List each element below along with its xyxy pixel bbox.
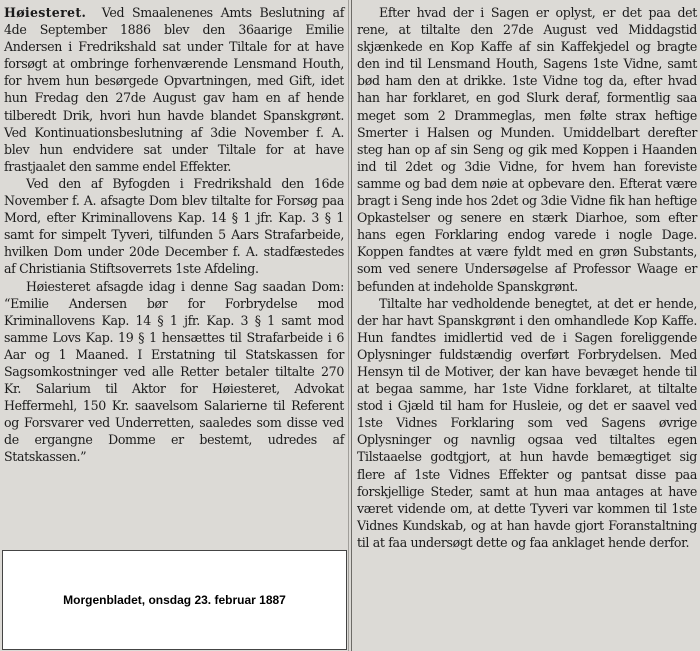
left-paragraph-1-body: Ved Smaalenenes Amts Beslutning af 4de September 1886 blev den 36aarige Emilie Andersen i Fredrikshald sat under Tiltale for at have forsøgt at ombringe forhenværende Lensmand Houth, for hvem hun besørgede Opvartningen, med Gift, idet hun Fredag den 27de August gav ham en af hende tilberedt Drik, hvori hun havde blandet Spanskgrønt. Ved Kontinuationsbeslutning af 3die November f. A. blev hun endvidere sat under Tiltale for at have frastjaalet den samme endel Effekter. bbox=[4, 5, 344, 174]
left-paragraph-2: Ved den af Byfogden i Fredrikshald den 16de November f. A. afsagte Dom blev tiltalte for Forsøg paa Mord, efter Kriminallovens Kap. 14 § 1 jfr. Kap. 3 § 1 samt for simpelt Tyveri, tilfunden 5 Aars Strafarbeide, hvilken Dom under 20de December f. A. stadfæstedes af Christiania Stiftsoverrets 1ste Afdeling. bbox=[4, 175, 344, 277]
section-heading: Høiesteret. bbox=[4, 5, 87, 20]
column-rule bbox=[351, 0, 352, 651]
left-paragraph-1 bbox=[4, 4, 344, 175]
right-paragraph-1: Efter hvad der i Sagen er oplyst, er det paa det rene, at tiltalte den 27de August ved Middagstid skjænkede en Kop Kaffe af sin Kaffekjedel og bragte den ind til Lensmand Houth, Sagens 1ste Vidne, samt bød ham den at drikke. 1ste Vidne tog da, efter hvad han har forklaret, en god Slurk deraf, formentlig saa meget som 2 Drammeglas, men følte strax heftige Smerter i Halsen og Munden. Umiddelbart derefter steg han op af sin Seng og gik med Koppen i Haanden ind til 2det og 3die Vidne, for hvem han foreviste samme og bad dem nøie at opbevare den. Efterat være bragt i Seng inde hos 2det og 3die Vidne fik han heftige Opkastelser og senere en stærk Diarhoe, som efter hans egen Forklaring endog varede i nogle Dage. Koppen fandtes at være fyldt med en grøn Substants, som ved senere Undersøgelse af Professor Waage er befunden at indeholde Spanskgrønt. bbox=[357, 5, 697, 294]
right-column bbox=[357, 4, 697, 551]
left-column bbox=[4, 4, 344, 466]
caption-box bbox=[2, 550, 347, 650]
right-paragraph-2: Tiltalte har vedholdende benegtet, at det er hende, der har havt Spanskgrønt i den omhandlede Kop Kaffe. Hun fandtes imidlertid ved de i Sagen foreliggende Oplysninger fuldstændig overført Forbrydelsen. Med Hensyn til de Motiver, der kan have bevæget hende til at begaa samme, har 1ste Vidne forklaret, at tiltalte stod i Gjæld til ham for Husleie, og det er saavel ved 1ste Vidnes Forklaring som ved Sagens øvrige Oplysninger og navnlig ogsaa ved tiltaltes egen Tilstaaelse godtgjort, at hun havde bemægtiget sig flere af 1ste Vidnes Effekter og pantsat disse paa forskjellige Steder, samt at hun maa antages at have været vidende om, at dette Tyveri var kommen til 1ste Vidnes Kundskab, og at han havde gjort Foranstaltning til at faa undersøgt dette og faa anklaget hende derfor. bbox=[357, 295, 697, 550]
left-paragraph-3: Høiesteret afsagde idag i denne Sag saadan Dom: “Emilie Andersen bør for Forbrydelse mod Kriminallovens Kap. 14 § 1 jfr. Kap. 3 § 1 samt mod samme Lovs Kap. 19 § 1 hensættes til Strafarbeide i 6 Aar og 1 Maaned. I Erstatning til Statskassen for Sagsomkostninger ved alle Retter betaler tiltalte 270 Kr. Salarium til Aktor for Høiesteret, Advokat Heffermehl, 150 Kr. saavelsom Salarierne til Referent og Forsvarer ved Underretten, saaledes som disse ved de ergangne Domme er bestemt, udredes af Statskassen.” bbox=[4, 278, 344, 465]
source-caption: Morgenbladet, onsdag 23. februar 1887 bbox=[63, 593, 286, 607]
column-rule-shadow bbox=[348, 0, 349, 651]
